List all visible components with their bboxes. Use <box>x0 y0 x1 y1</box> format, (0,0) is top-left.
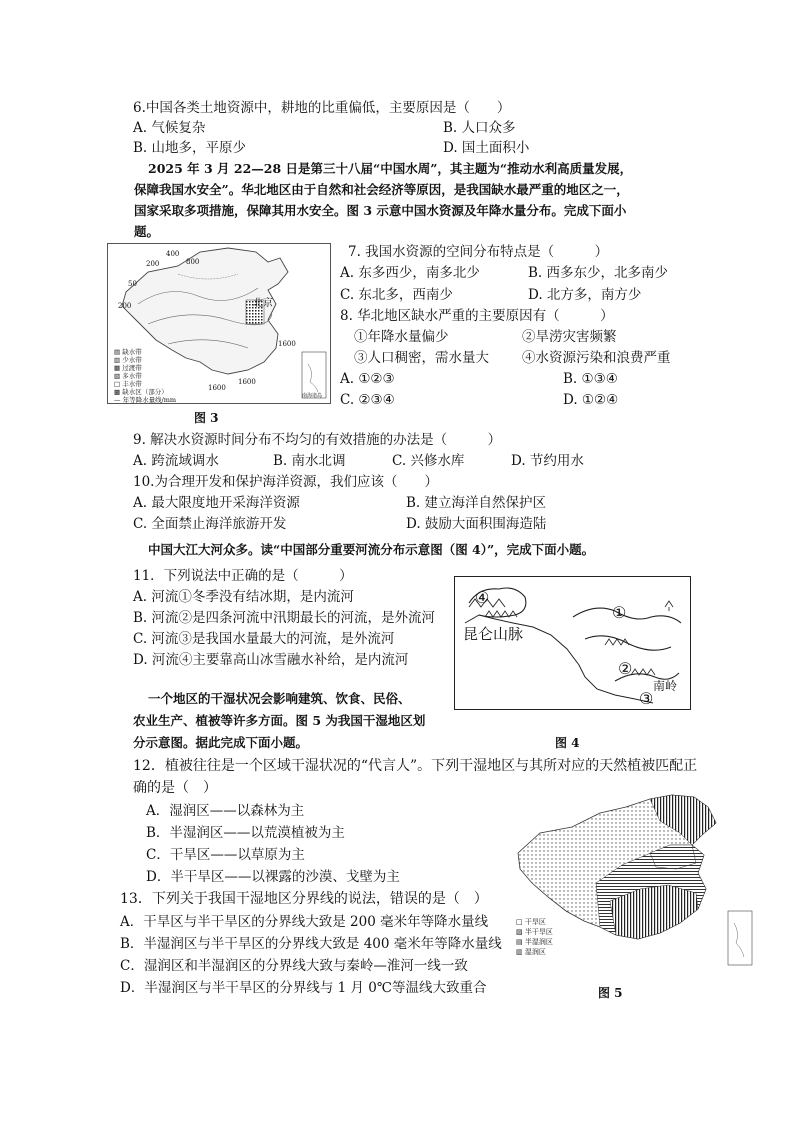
fig5-legend-item: ▥ 湿润区 <box>516 948 546 956</box>
intro2: 中国大江大河众多。读“中国部分重要河流分布示意图（图 4）”，完成下面小题。 <box>148 542 595 557</box>
fig3-contour-label: 1600 <box>208 384 226 392</box>
fig5-legend-item: ▨ 半干旱区 <box>516 928 553 936</box>
fig3-legend-item: — 年等降水量线/mm <box>114 396 177 404</box>
q8-option-a: A. ①②③ <box>340 371 395 387</box>
intro3-line3: 分示意图。据此完成下面小题。 <box>133 735 309 750</box>
fig3-legend-item: ▤ 缺水带 <box>114 348 142 356</box>
q11-option-b: B. 河流②是四条河流中汛期最长的河流，是外流河 <box>133 610 436 626</box>
fig3-contour-label: 800 <box>186 258 200 266</box>
fig4-river-2: ② <box>618 659 633 678</box>
q8-stem: 8. 华北地区缺水严重的主要原因有（ ） <box>340 308 614 324</box>
fig3-legend-item: □ 丰水带 <box>114 380 142 388</box>
q11-option-d: D. 河流④主要靠高山冰雪融水补给，是内流河 <box>133 652 409 668</box>
fig4-river-3: ③ <box>639 689 654 708</box>
q6-option-c: B. 山地多，平原少 <box>133 140 247 156</box>
fig3-contour-label: 1600 <box>238 378 256 386</box>
q6-option-d: D. 国土面积小 <box>443 140 530 156</box>
q13-stem: 13．下列关于我国干湿地区分界线的说法，错误的是（ ） <box>120 891 488 907</box>
q7-option-d: D. 北方多，南方少 <box>528 287 642 303</box>
fig5-caption: 图 5 <box>598 986 623 1000</box>
figure-5-dry-wet-map <box>510 793 756 970</box>
fig3-legend <box>114 348 176 404</box>
q12-option-a: A．湿润区——以森林为主 <box>146 803 305 819</box>
q9-option-c: C. 兴修水库 <box>392 453 465 469</box>
q6-option-a: A. 气候复杂 <box>133 120 206 136</box>
q12-option-b: B．半湿润区——以荒漠植被为主 <box>146 825 345 841</box>
q7-option-a: A. 东多西少，南多北少 <box>340 265 480 281</box>
q12-option-c: C．干旱区——以草原为主 <box>146 847 305 863</box>
fig3-legend-item: ▧ 多水带 <box>114 372 142 380</box>
q9-option-d: D. 节约用水 <box>511 453 584 469</box>
intro1-line1: 2025 年 3 月 22—28 日是第三十八届“中国水周”，其主题为“推动水利高质量发展， <box>148 161 633 176</box>
fig5-legend <box>516 917 553 957</box>
q12-option-d: D．半干旱区——以裸露的沙漠、戈壁为主 <box>146 869 400 885</box>
q12-stem-line1: 12．植被往往是一个区域干湿状况的“代言人”。下列干湿地区与其所对应的天然植被匹配正 <box>133 758 698 774</box>
fig3-legend-item: ▩ 缺水区（部分） <box>114 388 168 396</box>
intro1-line2: 保障我国水安全”。华北地区由于自然和社会经济等原因，是我国缺水最严重的地区之一， <box>134 182 629 197</box>
q8-item-4: ④水资源污染和浪费严重 <box>522 350 671 366</box>
q11-option-a: A. 河流①冬季没有结冰期，是内流河 <box>133 589 354 605</box>
q13-option-b: B．半湿润区与半干旱区的分界线大致是 400 毫米年等降水量线 <box>120 936 502 952</box>
q9-option-b: B. 南水北调 <box>273 453 346 469</box>
q11-option-c: C. 河流③是我国水量最大的河流，是外流河 <box>133 631 395 647</box>
q13-option-d: D．半湿润区与半干旱区的分界线与 1 月 0℃等温线大致重合 <box>120 980 487 996</box>
fig3-inset-label: 南海诸岛 <box>302 393 323 399</box>
intro3-line2: 农业生产、植被等许多方面。图 5 为我国干湿地区划 <box>133 713 426 728</box>
fig4-caption: 图 4 <box>555 736 580 750</box>
q7-option-c: C. 东北多，西南少 <box>340 287 453 303</box>
q10-option-d: D. 鼓励大面积围海造陆 <box>406 516 547 532</box>
q8-option-c: C. ②③④ <box>340 392 395 408</box>
fig3-legend-item: ▦ 过渡带 <box>114 364 142 372</box>
fig4-label-nanling: 南岭 <box>653 679 678 693</box>
q7-option-b: B. 西多东少，北多南少 <box>528 265 669 281</box>
q7-stem: 7. 我国水资源的空间分布特点是（ ） <box>348 244 609 260</box>
fig3-legend-item: ▥ 少水带 <box>114 356 142 364</box>
figure-4-river-map <box>454 576 691 710</box>
q10-stem: 10.为合理开发和保护海洋资源，我们应该（ ） <box>133 474 438 490</box>
intro3-line1: 一个地区的干湿状况会影响建筑、饮食、民俗、 <box>148 691 411 706</box>
q8-item-3: ③人口稠密，需水量大 <box>354 350 489 366</box>
q13-option-a: A．干旱区与半干旱区的分界线大致是 200 毫米年等降水量线 <box>120 914 489 930</box>
intro1-line4: 题。 <box>134 224 160 239</box>
intro1-line3: 国家采取多项措施，保障其用水安全。图 3 示意中国水资源及年降水量分布。完成下面小 <box>134 203 627 218</box>
fig4-river-1: ① <box>612 603 627 622</box>
q10-option-b: B. 建立海洋自然保护区 <box>406 495 547 511</box>
fig3-contour-label: 200 <box>146 260 160 268</box>
fig5-legend-item: ▤ 半湿润区 <box>516 938 553 946</box>
q9-stem: 9. 解决水资源时间分布不均匀的有效措施的办法是（ ） <box>133 432 502 448</box>
fig4-river-4: ④ <box>475 588 490 607</box>
figure-3-water-map <box>107 243 331 404</box>
q10-option-a: A. 最大限度地开采海洋资源 <box>133 495 300 511</box>
fig3-contour-label: 1600 <box>278 340 296 348</box>
q8-item-1: ①年降水量偏少 <box>354 329 449 345</box>
q8-option-b: B. ①③④ <box>563 371 618 387</box>
q12-stem-line2: 确的是（ ） <box>133 780 217 796</box>
q9-option-a: A. 跨流域调水 <box>133 453 219 469</box>
q6-option-b: B. 人口众多 <box>443 120 516 136</box>
q10-option-c: C. 全面禁止海洋旅游开发 <box>133 516 287 532</box>
q8-item-2: ②旱涝灾害频繁 <box>522 329 617 345</box>
fig3-contour-label: 200 <box>118 302 132 310</box>
fig4-label-kunlun: 昆仑山脉 <box>463 625 524 643</box>
fig3-contour-label: 400 <box>166 250 180 258</box>
q6-stem: 6.中国各类土地资源中，耕地的比重偏低，主要原因是（ ） <box>133 100 511 116</box>
fig3-contour-label: 50 <box>128 280 137 288</box>
q8-option-d: D. ①②④ <box>563 392 619 408</box>
fig3-caption: 图 3 <box>194 411 219 425</box>
q13-option-c: C．湿润区和半湿润区的分界线大致与秦岭—淮河一线一致 <box>120 958 468 974</box>
fig3-label-beijing: 北京 <box>253 298 273 309</box>
q11-stem: 11．下列说法中正确的是（ ） <box>133 568 353 584</box>
fig5-legend-item: □ 干旱区 <box>516 918 546 926</box>
